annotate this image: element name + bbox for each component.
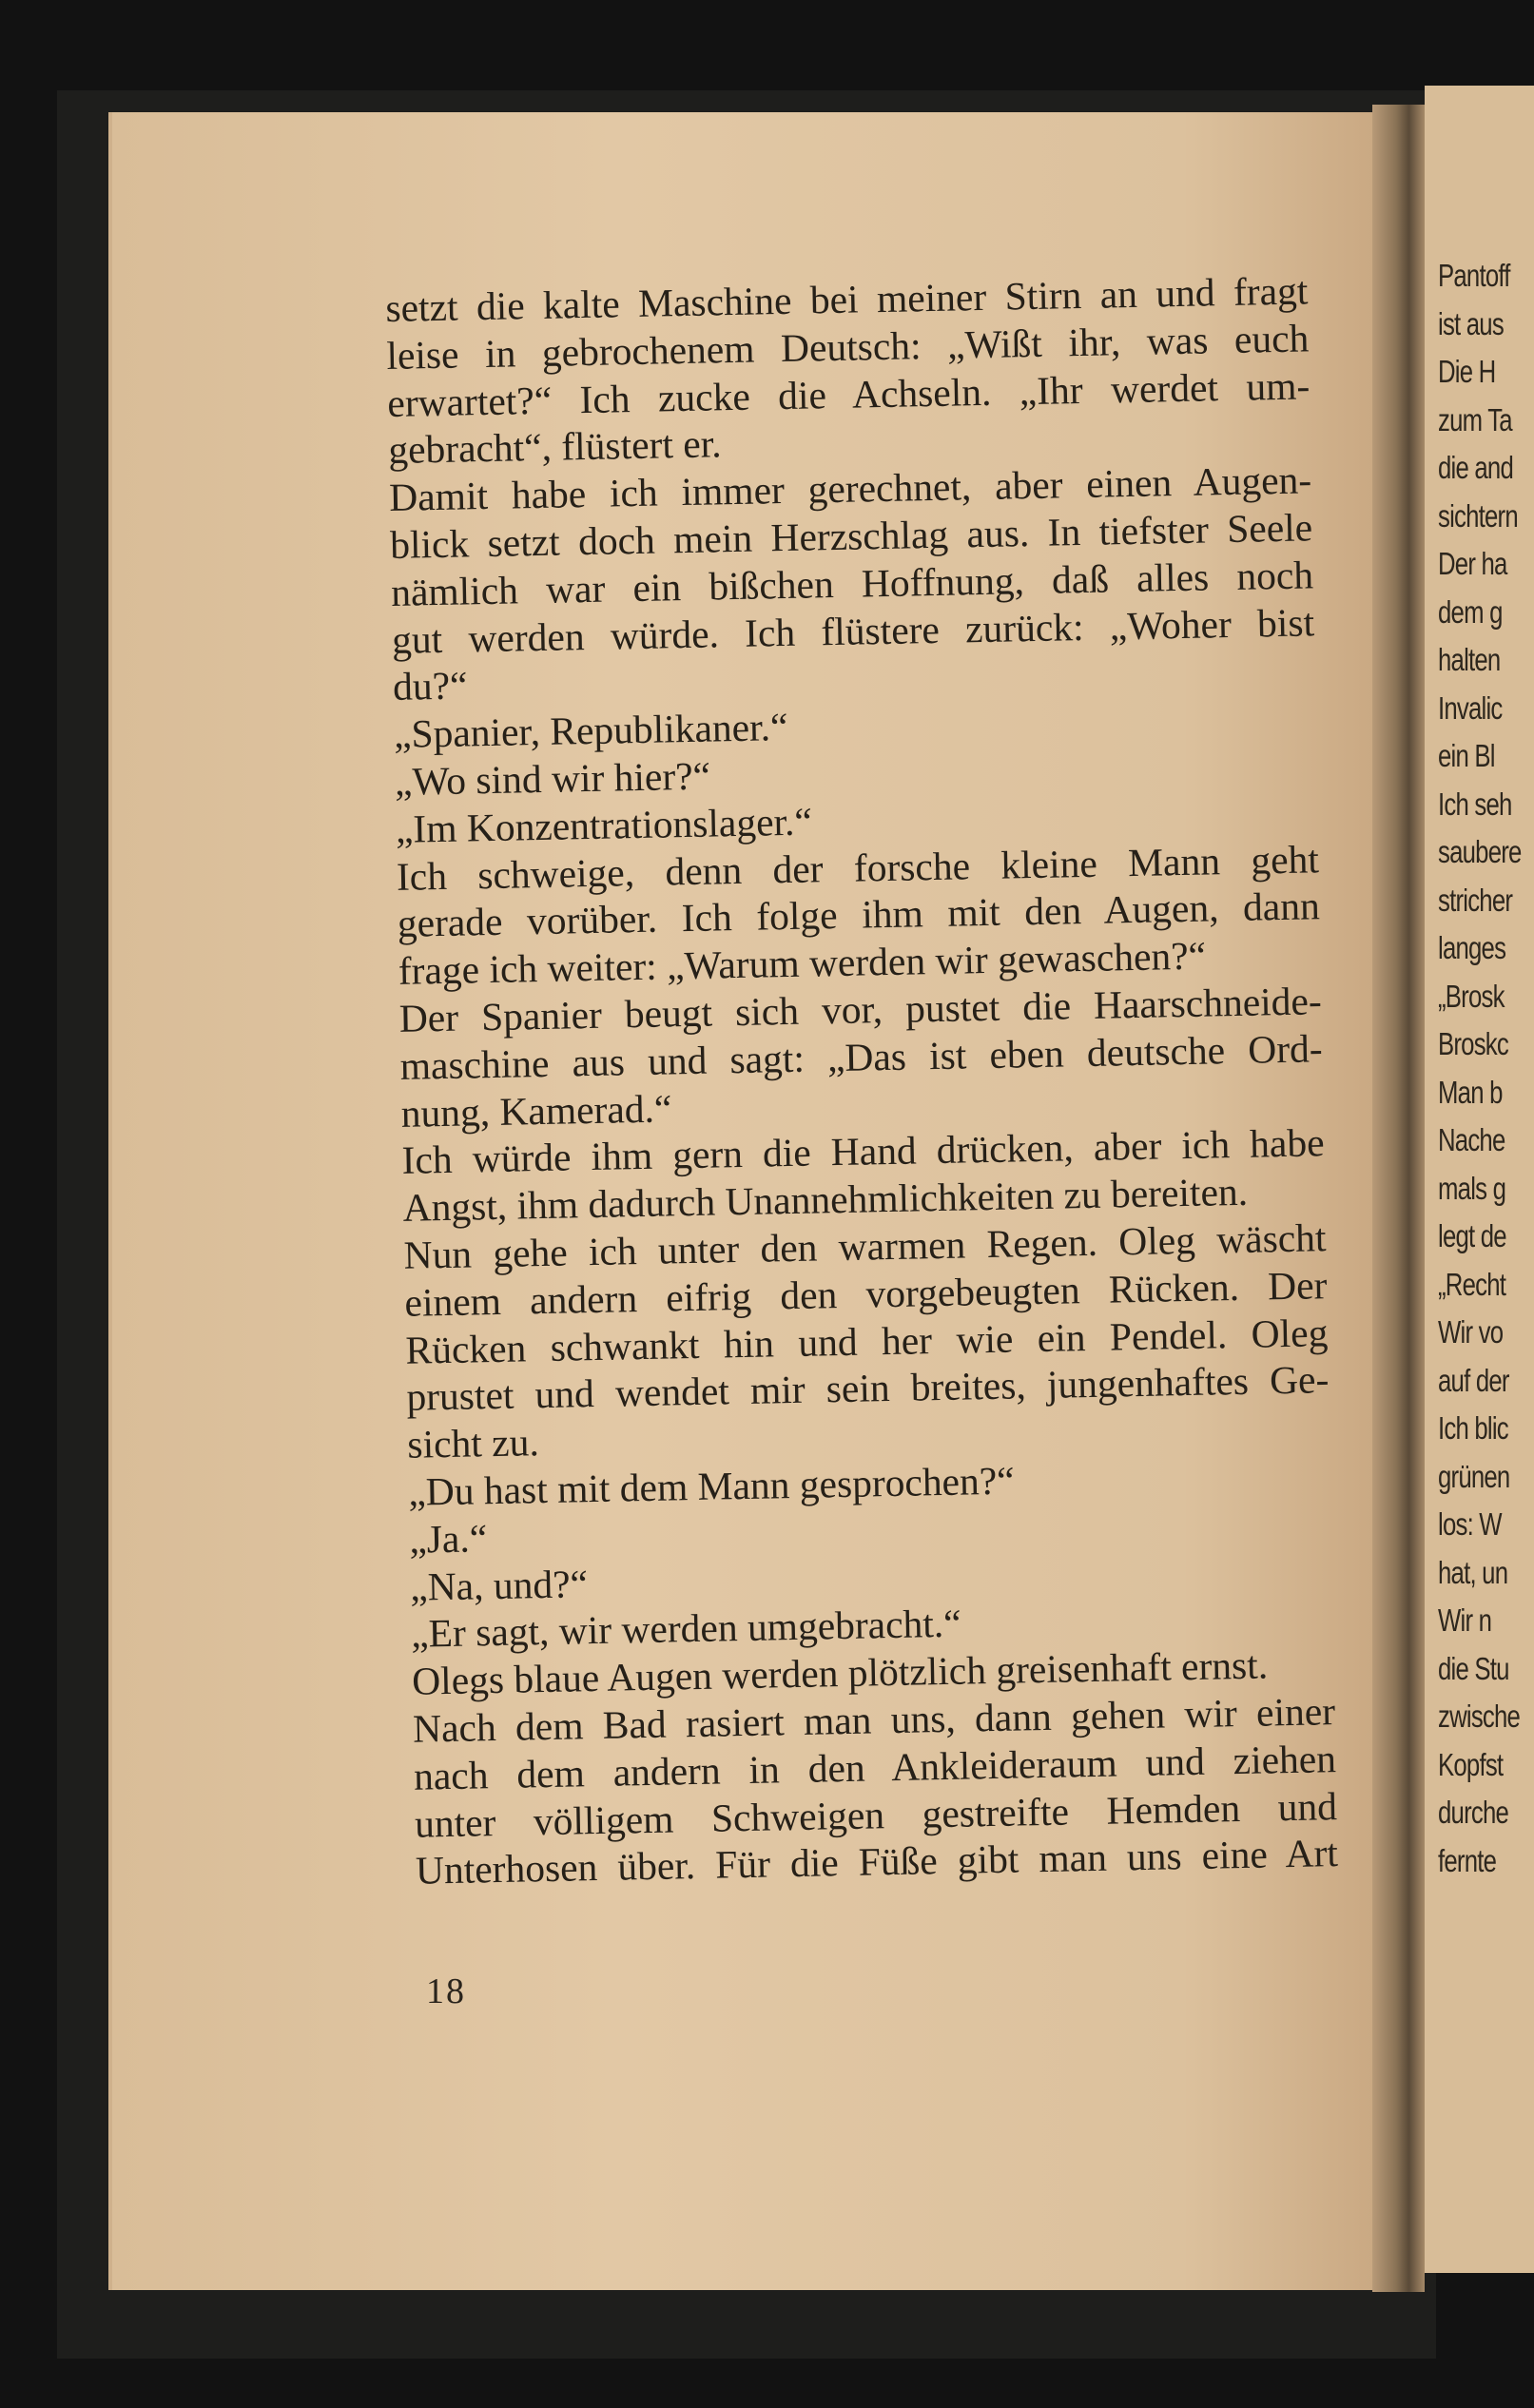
right-text-line: Pantoff	[1438, 258, 1510, 293]
right-text-line: auf der	[1438, 1362, 1509, 1398]
text-line: „Er sagt, wir werden umgebracht.“	[410, 1601, 962, 1657]
right-text-line: saubere	[1438, 834, 1522, 869]
right-text-line: die and	[1438, 450, 1513, 485]
text-line: frage ich weiter: „Warum werden wir gewaschen?“	[398, 933, 1207, 994]
text-line: gut werden würde. Ich flüstere zurück: „Woher bist	[391, 599, 1315, 662]
right-text-line: Wir n	[1438, 1602, 1492, 1638]
right-text-line: die Stu	[1438, 1650, 1509, 1686]
right-text-line: zum Ta	[1438, 401, 1512, 437]
text-line: unter völligem Schweigen gestreifte Hemden und	[414, 1783, 1338, 1846]
right-text-line: grünen	[1438, 1458, 1510, 1494]
right-text-line: Man b	[1438, 1074, 1503, 1110]
right-text-line: Kopfst	[1438, 1746, 1504, 1782]
text-line: Olegs blaue Augen werden plötzlich greisenhaft ernst.	[411, 1642, 1269, 1703]
text-line: setzt die kalte Maschine bei meiner Stirn an und fragt	[385, 268, 1309, 330]
text-line: „Du hast mit dem Mann gesprochen?“	[407, 1458, 1015, 1514]
text-line: einem andern eifrig den vorgebeugten Rücken. Der	[404, 1262, 1328, 1325]
text-line: Unterhosen über. Für die Füße gibt man uns eine Art	[415, 1831, 1339, 1893]
left-page-text	[385, 267, 1338, 1894]
text-line: leise in gebrochenem Deutsch: „Wißt ihr, was euch	[385, 316, 1310, 378]
right-text-line: Ich seh	[1438, 786, 1512, 822]
text-line: Der Spanier beugt sich vor, pustet die Haarschneide-	[398, 979, 1323, 1040]
text-line: prustet und wendet mir sein breites, jungenhaftes Ge-	[406, 1357, 1330, 1420]
right-text-line: Ich blic	[1438, 1410, 1508, 1446]
right-text-line: los: W	[1438, 1506, 1502, 1542]
text-line: Ich schweige, denn der forsche kleine Mann geht	[396, 836, 1320, 899]
text-line: Angst, ihm dadurch Unannehmlichkeiten zu bereiten.	[402, 1169, 1249, 1230]
right-text-line: langes	[1438, 930, 1506, 965]
text-line: blick setzt doch mein Herzschlag aus. In tiefster Seele	[389, 505, 1313, 567]
text-line: maschine aus und sagt: „Das ist eben deutsche Ord-	[399, 1025, 1324, 1088]
text-line: Nun gehe ich unter den warmen Regen. Oleg wäscht	[403, 1215, 1327, 1277]
text-line: erwartet?“ Ich zucke die Achseln. „Ihr werdet um-	[386, 362, 1311, 425]
right-text-line: hat, un	[1438, 1554, 1508, 1590]
book-gutter	[1372, 105, 1425, 2292]
right-text-line: sichtern	[1438, 497, 1518, 534]
text-line: „Spanier, Republikaner.“	[393, 705, 788, 757]
text-line: sicht zu.	[406, 1420, 540, 1466]
right-text-line: Wir vo	[1438, 1314, 1504, 1350]
right-text-line: dem g	[1438, 593, 1503, 630]
text-line: Rücken schwankt hin und her wie ein Pendel. Oleg	[405, 1310, 1329, 1372]
text-line: gerade vorüber. Ich folge ihm mit den Augen, dann	[397, 884, 1321, 946]
text-line: du?“	[392, 663, 468, 709]
text-line: nach dem andern in den Ankleideraum und ziehen	[413, 1736, 1337, 1798]
text-line: „Ja.“	[408, 1515, 488, 1562]
right-text-line: fernte	[1438, 1842, 1497, 1878]
text-line: Damit habe ich immer gerechnet, aber einen Augen-	[388, 457, 1312, 520]
right-text-line: halten	[1438, 642, 1501, 677]
text-line: „Na, und?“	[409, 1561, 589, 1609]
right-text-line: ist aus	[1438, 305, 1504, 341]
right-text-line: Der ha	[1438, 546, 1507, 581]
right-text-line: legt de	[1438, 1218, 1506, 1253]
right-text-line: ein Bl	[1438, 738, 1495, 773]
right-text-line: „Recht	[1438, 1266, 1506, 1302]
right-text-line: stricher	[1438, 882, 1513, 918]
text-line: „Wo sind wir hier?“	[394, 753, 711, 804]
text-line: Ich würde ihm gern die Hand drücken, aber ich habe	[401, 1120, 1325, 1183]
text-line: nämlich war ein bißchen Hoffnung, daß alles noch	[390, 553, 1314, 614]
text-line: Nach dem Bad rasiert man uns, dann gehen wir einer	[412, 1689, 1336, 1751]
right-text-line: zwische	[1438, 1699, 1521, 1734]
text-line: „Im Konzentrationslager.“	[395, 799, 813, 851]
right-text-line: „Brosk	[1438, 978, 1505, 1014]
right-text-line: mals g	[1438, 1170, 1506, 1206]
text-line: gebracht“, flüstert er.	[387, 421, 722, 473]
text-line: nung, Kamerad.“	[400, 1085, 672, 1136]
right-text-line: Nache	[1438, 1122, 1505, 1157]
right-text-line: durche	[1438, 1795, 1509, 1830]
right-page	[1425, 86, 1534, 2273]
right-text-line: Die H	[1438, 354, 1496, 389]
right-text-line: Broskc	[1438, 1026, 1508, 1061]
right-text-line: Invalic	[1438, 689, 1503, 726]
right-page-text	[1438, 252, 1522, 1885]
page-number: 18	[426, 1971, 466, 2011]
